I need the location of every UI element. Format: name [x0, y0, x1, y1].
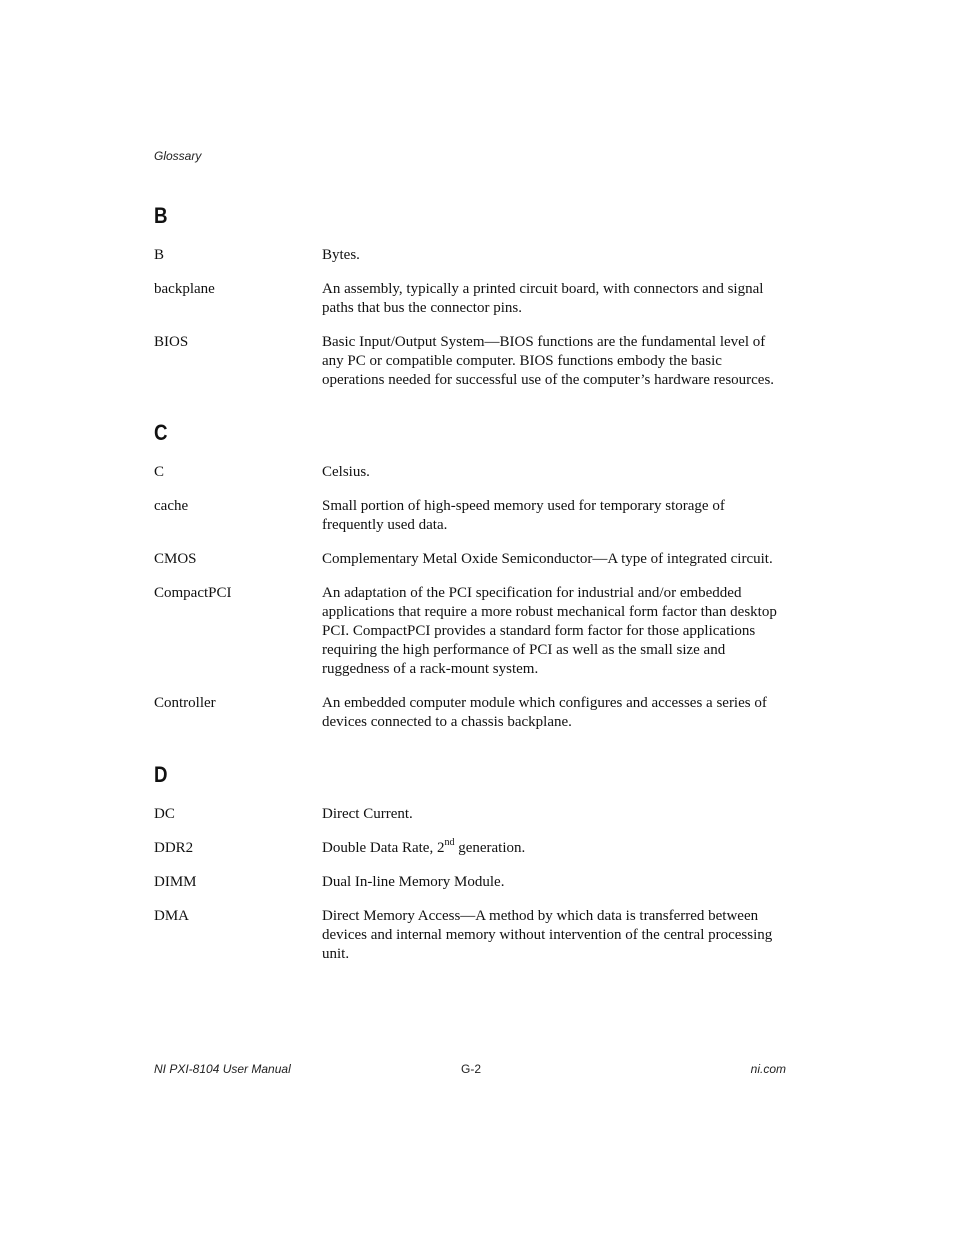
- glossary-entry: [154, 333, 786, 390]
- section-letter: B: [154, 203, 168, 228]
- footer-page-number: G-2: [461, 1062, 482, 1076]
- glossary-content: [154, 203, 786, 994]
- term: C: [154, 464, 165, 480]
- term: BIOS: [154, 334, 189, 350]
- definition: Complementary Metal Oxide Semiconductor—A type of integrated circuit.: [322, 551, 773, 567]
- section-d: [154, 762, 786, 964]
- definition: Small portion of high-speed memory used for temporary storage of frequently used data.: [322, 498, 725, 533]
- entry-list: [154, 463, 786, 732]
- entry-list: [154, 246, 786, 390]
- term: DDR2: [154, 840, 194, 856]
- glossary-entry: [154, 463, 786, 482]
- definition: Direct Current.: [322, 806, 413, 822]
- glossary-entry: [154, 839, 786, 858]
- term: Controller: [154, 695, 216, 711]
- footer-website: ni.com: [750, 1062, 786, 1076]
- term: DIMM: [154, 874, 197, 890]
- definition: An assembly, typically a printed circuit board, with connectors and signal paths that bus the connector pins.: [322, 281, 764, 316]
- ordinal-suffix: nd: [444, 837, 455, 848]
- definition-text: Double Data Rate, 2: [322, 840, 445, 856]
- glossary-entry: [154, 805, 786, 824]
- glossary-entry: [154, 497, 786, 535]
- section-letter: C: [154, 420, 168, 445]
- term: backplane: [154, 281, 215, 297]
- glossary-entry: [154, 873, 786, 892]
- glossary-entry: [154, 907, 786, 964]
- definition: Celsius.: [322, 464, 370, 480]
- glossary-entry: [154, 280, 786, 318]
- entry-list: [154, 805, 786, 964]
- definition: Direct Memory Access—A method by which data is transferred between devices and internal memory without intervention of the central processing unit.: [322, 908, 773, 962]
- definition: Dual In-line Memory Module.: [322, 874, 505, 890]
- glossary-entry: [154, 550, 786, 569]
- definition: Basic Input/Output System—BIOS functions are the fundamental level of any PC or compatible computer. BIOS functions embody the basic operations needed for successful use of the computer’s hardware resources.: [322, 334, 775, 388]
- term: DC: [154, 806, 175, 822]
- definition: An embedded computer module which configures and accesses a series of devices connected to a chassis backplane.: [322, 695, 767, 730]
- term: DMA: [154, 908, 190, 924]
- glossary-entry: [154, 694, 786, 732]
- definition-text: generation.: [454, 840, 526, 856]
- definition: [322, 839, 786, 858]
- term: cache: [154, 498, 189, 514]
- running-head: Glossary: [154, 149, 202, 163]
- definition: An adaptation of the PCI specification for industrial and/or embedded applications that require a more robust mechanical form factor than desktop PCI. CompactPCI provides a standard form factor for those applications requiring the high performance of PCI as well as the small size and ruggedness of a rack-mount system.: [322, 585, 777, 677]
- glossary-entry: [154, 246, 786, 265]
- term: CompactPCI: [154, 585, 232, 601]
- footer-manual-title: NI PXI-8104 User Manual: [154, 1062, 291, 1076]
- section-b: [154, 203, 786, 390]
- glossary-entry: [154, 584, 786, 679]
- term: B: [154, 247, 165, 263]
- definition: Bytes.: [322, 247, 360, 263]
- section-c: [154, 420, 786, 732]
- section-letter: D: [154, 762, 168, 787]
- term: CMOS: [154, 551, 197, 567]
